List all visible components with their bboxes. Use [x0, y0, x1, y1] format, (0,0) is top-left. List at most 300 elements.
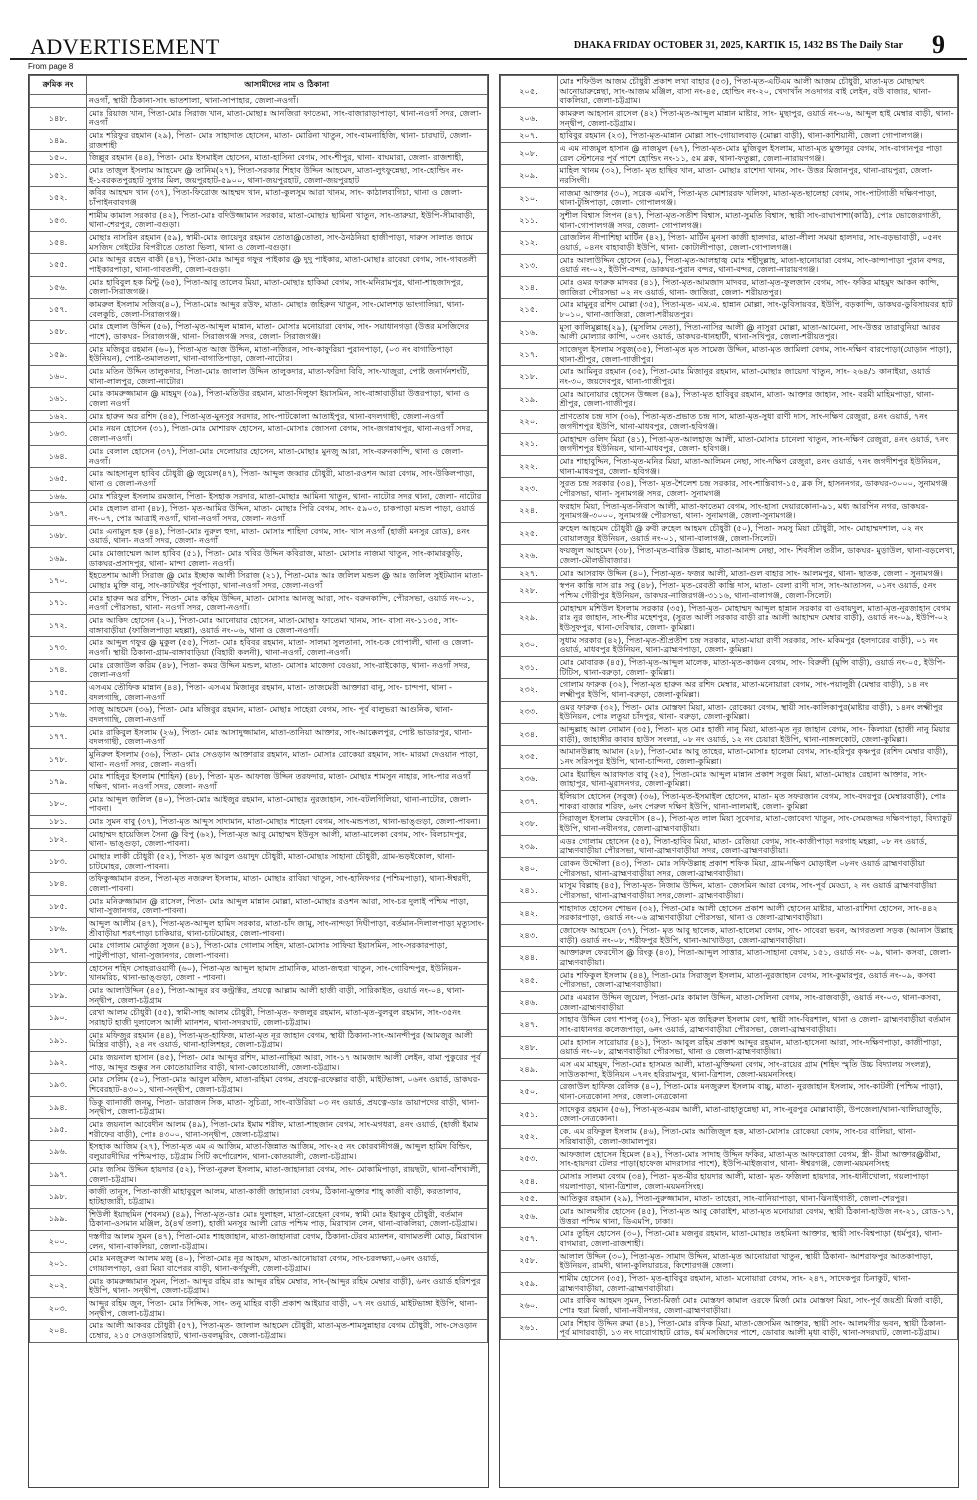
table-row	[500, 1250, 958, 1272]
serial-number: ১৫১.	[30, 165, 87, 187]
accused-name-address: মোঃ জয়নাল হাসান (৪৫), পিতা- মোঃ আব্দুর রশিদ, মাতা-নাছিমা আরা, সাং-১৭ আমজাদ আলী লেইন, বামা পুকুরের পূর্ব পাড়, আব্দুর শুক্কুর সন কোতোয়ালির বাড়ী, থানা-কোতোয়ালী, জেলা-চট্টগ্রাম।	[87, 1052, 488, 1074]
serial-number: ১৮৯.	[30, 985, 87, 1007]
accused-name-address: মোঃ হারুন অর রশিদ (৪৫), পিতা-মৃত-মুনসুর সরদার, সাং-পাটকোলা আতাইপুর, থানা-বদলগাছী, জেলা-নওগাঁ	[87, 410, 488, 423]
table-row	[30, 828, 488, 850]
accused-name-address: মোঃ আহসানুল হাবিব চৌধুরী @ জুয়েল(৪৭), পিতা- আব্দুল জব্বার চৌধুরী, মাতা-রওশন আরা বেগম, সাং-উকিলপাড়া, থানা ও জেলা-নওগাঁ	[87, 468, 488, 490]
serial-number: ১৮০.	[30, 793, 87, 815]
serial-number: ১৫৬.	[30, 276, 87, 298]
table-row	[500, 165, 958, 187]
accused-name-address: রেজাউল হাফিজ রেলিক (৪০), পিতা-মোঃ মনজুরুল ইসলাম বাচ্চু, মাতা- নুরজাহান ইসলাম, সাং-কাটলী (পশ্চিম পাড়া), থানা-নেত্রকোনা সদর, জেলা-নেত্রকোনা	[557, 1081, 958, 1103]
serial-number: ২৩৬.	[500, 768, 557, 790]
table-row	[500, 992, 958, 1014]
serial-number: ২৫৭.	[500, 1228, 557, 1250]
serial-number: ১৪৯.	[30, 130, 87, 152]
table-row	[30, 388, 488, 410]
serial-number: ১৮৬.	[30, 918, 87, 940]
accused-name-address: মোঃ শফিকুল ইসলাম (৪৪), পিতা-মোঃ সিরাজুল ইসলাম, মাতা-নুরজাহান বেগম, সাং-কুমারপুর, ওয়ার্ড নং-০৯, কসবা পৌরসভা, জেলা-ব্রাহ্মণবাড়ীয়া।	[557, 969, 958, 991]
accused-name-address: মোঃ আব্দুল গফুর @ মুকুল (৫৫), পিতা- মোঃ হবিবর রহমান, মাতা- সালমা সুলতানা, সাং-চক গোপালী, থানা ও জেলা- নওগাঁ। স্থায়ী ঠিকানা-গ্রাম-বাঙ্গাবাড়িয়া (বিহারী কলনী), থানা-নওগাঁ, জেলা-নওগাঁ।	[87, 637, 488, 659]
table-row	[500, 567, 958, 580]
table-row	[500, 602, 958, 634]
serial-number: ২৩৫.	[500, 746, 557, 768]
serial-number: ১৫৭.	[30, 299, 87, 321]
accused-name-address: মোঃ শরিফুল ইসলাম রমজান, পিতা- ইসহাক সরদার, মাতা-মোছাঃ আমিনা খাতুন, থানা- নাটোর সদর থানা, জেলা- নাটোর	[87, 490, 488, 503]
table-row	[30, 614, 488, 636]
serial-number: ২৪৬.	[500, 992, 557, 1014]
serial-number: ১৮৭.	[30, 940, 87, 962]
accused-name-address: মোঃ মজিবুর রহমান (৬০), পিতা-মৃত আজ উদ্দিন, মাতা-নজিরন, সাং-কাফুরিয়া পুরানপাড়া, (০৩ নং বাগাতিপাড়া ইউনিয়ন), পোষ্ট-তমালতলা, থানা-বাগাতিপাড়া, জেলা-নাটোর।	[87, 343, 488, 365]
accused-name-address: মোছাঃ নাসরিন রহমান (৫৯), স্বামী-মোঃ জায়েদুর রহমান তোতা@তোতা, সাং-ঠনঠনিয়া হাজীপাড়া, দারুস সালাত জামে মসজিদ গেইটের বিপরীতে তোতা ভিলা, থানা ও জেলা-বগুড়া।	[87, 232, 488, 254]
table-row	[500, 130, 958, 143]
serial-number: ২৫৪.	[500, 1170, 557, 1192]
serial-number: ২৪৯.	[500, 1059, 557, 1081]
serial-number: ২৫৯.	[500, 1272, 557, 1294]
accused-name-address: মোঃ সেলিম (৫০), পিতা-মোঃ আবুল মজিদ, মাতা-রহিমা বেগম, প্রযত্নে-রফেল্লার বাড়ী, মাইটভাঙ্গা, ০৬নং ওয়ার্ড, ডাকঘর-শিবেরহাট-৪৩০১, থানা-সন্দ্বীপ, জেলা-চট্টগ্রাম।	[87, 1074, 488, 1096]
table-row	[500, 388, 958, 410]
serial-number: ২৪৭.	[500, 1014, 557, 1036]
right-column	[499, 74, 960, 1488]
accused-name-address: মোঃ তাজুল ইসলাম আহমেদ @ তানিম(২৭), পিতা-সরকার শিহাব উদ্দিন আহমেদ, মাতা-লুৎফুন্নেছা, সাং-হোল্ডিং নং-ই-১বরকতপুরহাট সুগার মিল, জয়পুরহাট-৫৯০০, থানা-জয়পুরহাট, জেলা-জয়পুরহাট	[87, 165, 488, 187]
accused-name-address: মোঃ হারুন অর রশিদ, পিতা- মোঃ কছিম উদ্দিন, মাতা- মোসাঃ আনজু আরা, সাং- বরুনকান্দি, পৌরসভা, ওয়ার্ড নং-০১, নওগাঁ পৌরসভা, থানা- নওগাঁ সদর, জেলা-নওগাঁ।	[87, 592, 488, 614]
accused-name-address: কে. এম রফিকুল ইসলাম (৪৬), পিতা-মোঃ আজিজুল হক, মাতা-মোসাঃ রোকেয়া বেগম, সাং-চর বালিয়া, থানা- সরিষাবাড়ী, জেলা-জামালপুর।	[557, 1126, 958, 1148]
serial-number: ১৮৮.	[30, 962, 87, 984]
serial-number: ১৭৩.	[30, 637, 87, 659]
accused-name-address: মোঃ আলাউদ্দিন (৪৫), পিতা-আব্দুর রব কন্ট্রাক্টর, প্রযত্নে আল্লাম আলী হাজী বাড়ী, সারিকাইত, ওয়ার্ড নং-০৪, থানা-সন্দ্বীপ, জেলা-চট্টগ্রাম	[87, 985, 488, 1007]
table-row	[500, 143, 958, 165]
table-row	[30, 704, 488, 726]
table-row	[500, 835, 958, 857]
columns	[28, 74, 959, 1488]
table-row	[30, 1141, 488, 1163]
serial-number: ১৯৮.	[30, 1186, 87, 1208]
serial-number: ১৯৩.	[30, 1074, 87, 1096]
table-row	[30, 232, 488, 254]
serial-number: ২৫২.	[500, 1126, 557, 1148]
table-row	[30, 423, 488, 445]
table-row	[500, 210, 958, 232]
accused-name-address: মুনিরুল ইসলাম (৩৬), পিতা- মোঃ সেওড়ান আক্তারার রহমান, মাতা- মোসাঃ রোকেয়া রহমান, সাং- মারমা দেওয়ান পাড়া, থানা- নওগাঁ সদর, জেলা- নওগাঁ।	[87, 748, 488, 770]
serial-number: ১৯০.	[30, 1007, 87, 1029]
serial-number: ২১৪.	[500, 277, 557, 299]
accused-name-address: মোঃ মতিন উদ্দিন তালুকদার, পিতা-মোঃ জালাল উদ্দিন তালুকদার, মাতা-ফরিদা বিবি, সাং-খাজুরা, পোষ্ট জনার্দনশংটি, থানা-লালপুর, জেলা-নাটোর।	[87, 366, 488, 388]
serial-number: ১৭৭.	[30, 726, 87, 748]
accused-name-address: মোঃ হাসান সারোয়ার (৪১), পিতা- আবুল রহিম প্রকাশ আব্দুর রহমান, মাতা-হাসেনা আরা, সাং-দক্ষিণপাড়া, কাজীপাড়া, ওয়ার্ড নং-০৮, ব্রাহ্মণবাড়ীয়া পৌরসভা, থানা ও জেলা-ব্রাহ্মণবাড়ীয়া।	[557, 1036, 958, 1058]
table-row	[30, 918, 488, 940]
serial-number: ১৬২.	[30, 410, 87, 423]
accused-name-address: শামীম হোসেন (৩৫), পিতা- মৃত-হাবিবুর রহমান, মাতা- মনোয়ারা বেগম, সাং- ২৪৭, সাদেকপুর চিনাকুট, থানা- ব্রাহ্মণবাড়ীয়া, জেলা-ব্রাহ্মণবাড়ীয়া।	[557, 1272, 958, 1294]
serial-number: ১৭১.	[30, 592, 87, 614]
serial-number: ২২১.	[500, 433, 557, 455]
serial-number: ২১৩.	[500, 254, 557, 276]
accused-name-address: মোঃ আমিনুর রহমান (৩৫), পিতা-মোঃ মিজানুর রহমান, মাতা-মোছাঃ জায়েদা খাতুন, সাং- ২৬৪/১ কানাইয়া, ওয়ার্ড নং-৩০, জয়দেবপুর, থানা-গাজীপুর।	[557, 366, 958, 388]
accused-name-address: মোছাঃ লাকী চৌধুরী (৫২), পিতা- মৃত আবুল ওয়াদুদ চৌধুরী, মাতা-মোছাঃ সাহানা চৌধুরী, গ্রাম-ভড়ইকোল, থানা-চাটমোহর, জেলা-পাবনা।	[87, 851, 488, 873]
masthead	[10, 0, 967, 60]
table-row	[30, 130, 488, 152]
serial-number: ২০৩.	[30, 1297, 87, 1319]
accused-name-address: মোঃ এমরান উদ্দিন জুয়েল, পিতা-মোঃ কামাল উদ্দিন, মাতা-সেলিনা বেগম, সাং-রাজবাড়ী, ওয়ার্ড নং-০৩, থানা-কসবা, জেলা-ব্রাহ্মণবাড়ীয়া	[557, 992, 958, 1014]
table-row	[500, 108, 958, 130]
table-row	[500, 947, 958, 969]
accused-name-address: মোঃ জয়নাল আবেদীন আলম (৪৯), পিতা-মোঃ ইমাম শরীফ, মাতা-শাহজান বেগম, সাং-মগধরা, ৪নং ওয়ার্ড, (হাজী ইমাম শরীফের বাড়ী), পোঃ ৪৩০০, থানা-সন্দ্বীপ, জেলা-চট্টগ্রাম।	[87, 1119, 488, 1141]
table-row	[30, 525, 488, 547]
serial-number: ১৯৯.	[30, 1208, 87, 1230]
table-row	[500, 366, 958, 388]
accused-name-address: মোঃ সুমন বাবু (৩৭), পিতা-মৃত আব্দুস সাদামান, মাতা-মোছাঃ শাহেনা বেগম, সাং-মন্ডপতা, থানা-ভাঙ্গুড়া, জেলা-পাবনা।	[87, 816, 488, 829]
accused-name-address: মোঃ শাহাবুদ্দিন, পিতা-মৃত-মনির মিয়া, মাতা-আলিমন নেছা, সাং-দক্ষিণ রেজুরা, ৪নং ওয়ার্ড, ৭নং জগদীশপুর ইউনিয়ন, থানা-মাধবপুর, জেলা- হবিগঞ্জ।	[557, 455, 958, 477]
serial-number: ১৭০.	[30, 570, 87, 592]
accused-name-address: মোঃ রাকিব আহমদ সুমন, পিতা-মির্জা মোঃ মোস্তফা কামাল ওরফে মির্জা মোঃ মোস্তফা মিয়া, সাং-পূর্ব জয়শ্রী মির্জা বাড়ী, পোঃ হুরা মির্জা, থানা-নবীনগর, জেলা-ব্রাহ্মণবাড়ীয়া।	[557, 1295, 958, 1317]
table-row	[30, 187, 488, 209]
table-row	[30, 1096, 488, 1118]
table-row	[30, 985, 488, 1007]
serial-number: ১৭৪.	[30, 659, 87, 681]
accused-name-address: মোঃ রেজাউল করিম (৪৮), পিতা- কমর উদ্দিন মন্ডল, মাতা- মোসাঃ মাজেদা বেওয়া, সাং-রাইকোড়, থানা- নওগাঁ সদর, জেলা-নওগাঁ	[87, 659, 488, 681]
continued-from: From page 8	[28, 62, 74, 71]
serial-number: ২০০.	[30, 1230, 87, 1252]
accused-name-address: কবির আহম্মদ খান (৩৭), পিতা-ফিরোজ আহম্মদ খান, মাতা-কুলসুম আরা খানম, সাং- কাঠালবাগিচা, থানা ও জেলা- চাঁপাইনবাবগঞ্জ	[87, 187, 488, 209]
serial-number: ২৩০.	[500, 634, 557, 656]
serial-number: ২১৮.	[500, 366, 557, 388]
accused-name-address: মোঃ আলাউদ্দিন হোসেন (৩৯), পিতা-মৃত-আলহাজ্ব মোঃ শহীদুল্লাহ, মাতা-ছানোয়ারা বেগম, সাং-কান্দাপাড়া পুরান বন্দর, ওয়ার্ড নং-০২, ইউপি-বন্দর, ডাকঘর-পুরান বন্দর, থানা-বন্দর, জেলা-নারায়ণগঞ্জ।	[557, 254, 958, 276]
serial-number: ২৪১.	[500, 880, 557, 902]
serial-number: ১৫৯.	[30, 343, 87, 365]
table-row	[30, 1320, 488, 1342]
accused-name-address: কামরুল আহসান রাসেল (৪২) পিতা-মৃত-আব্দুল মান্নান মাষ্টার, সাং- মুছাপুর, ওয়ার্ড নং-০৬, আব্দুল হাই মেম্বার বাড়ী, থানা-সন্দ্বীপ, জেলা-চট্টগ্রাম।	[557, 108, 958, 130]
serial-number: ১৭৯.	[30, 771, 87, 793]
accused-name-address: মোঃ মোবারক (৪৫), পিতা-মৃত-আব্দুল মালেক, মাতা-মৃত-কাঞ্চন বেগম, সাং- বিরুলী (মুন্সি বাড়ী), ওয়ার্ড নং-০৫, ইউপি-টিটিস, থানা-বরুড়া, জেলা- কুমিল্লা।	[557, 656, 958, 678]
accused-name-address: মোঃ হেলাল উদ্দিন (৫৬), পিতা-মৃত-আব্দুল মান্নান, মাতা- মোসাঃ মনোয়ারা বেগম, সাং- সয়াধানগড়া (উত্তর মসজিদের পাশে), ডাকঘর- সিরাজগঞ্জ, থানা- সিরাজগঞ্জ সদর, জেলা- সিরাজগঞ্জ।	[87, 321, 488, 343]
left-table-body	[30, 95, 488, 1343]
accused-name-address: মোঃ আসরাফ উদ্দিন (৪০), পিতা-মৃত- ফজর আলী, মাতা-গুল বাহার সাং- আলমপুর, থানা- ছাতক, জেলা - সুনামগঞ্জ।	[557, 567, 958, 580]
table-row	[30, 1253, 488, 1275]
right-table-body	[500, 76, 958, 1340]
serial-number: ২৪৪.	[500, 947, 557, 969]
serial-number: ১৬৬.	[30, 490, 87, 503]
accused-name-address: রুহেল আহমেদ চৌধুরী @ রুবী রুহেল আহমদ চৌধুরী (৫০), পিতা- সমসু মিয়া চৌধুরী, সাং- মোহাম্মদশাল, ০২ নং বোয়ালজুর ইউনিয়ন, ওয়ার্ড নং-০১, থানা-বালাগঞ্জ, জেলা-সিলেট।	[557, 522, 958, 544]
serial-number: ২২৬.	[500, 545, 557, 567]
accused-name-address: মোঃ ওমর ফারুক মাদবর (৪১), পিতা-মৃত-আমজাদ মাদবর, মাতা-মৃত-ফুলজান বেগম, সাং- ফকির মাহমুদ আকন কান্দি, জাজিরা পৌরসভা ০২ নং ওয়ার্ড, থানা- জাজিরা, জেলা- শরীয়তপুর।	[557, 277, 958, 299]
table-row	[30, 1052, 488, 1074]
serial-number: ১৬৭.	[30, 503, 87, 525]
accused-name-address: আব্দুর রহিম জুন, পিতা- মোঃ সিদ্দিক, সাং- তনু মাহির বাড়ী প্রকাশ আইয়ার বাড়ী, ০৭ নং ওয়ার্ড, মাইটভাঙ্গা ইউপি, থানা- সন্দ্বীপ, জেলা-চট্টগ্রাম।	[87, 1297, 488, 1319]
serial-number: ২২৮.	[500, 580, 557, 602]
table-row	[30, 152, 488, 165]
accused-name-address: মোঃ এনামুল হক (৪৪), পিতা-মোঃ নুরুল হুদা, মাতা- মোসাঃ শাহিদা বেগম, সাং- খাস নওগাঁ (হাজী মনসুর রোড), ৪নং ওয়ার্ড, থানা- নওগাঁ সদর, জেলা- নওগাঁ	[87, 525, 488, 547]
table-row	[30, 1029, 488, 1051]
accused-name-address: মোঃ মফিজুর রহমান (৪৪), পিতা-মৃত-হাফিজ, মাতা-মৃত নূর জাহান বেগম, স্থায়ী ঠিকানা-সাং-আনন্দীপুর (আমজুর আলী মিস্ত্রির বাড়ী), ২৪ নং ওয়ার্ড, থানা-হালিশহর, জেলা-চট্টগ্রাম।	[87, 1029, 488, 1051]
accused-name-address: ইহতেশাম আলী সিরাজ @ মোঃ ইচ্ছাক আলী সিরাজ (২১), পিতা-মোঃ আঃ জলিল মন্ডল @ আঃ জলিল সুইটম্যান মাতা- মোছাঃ মুক্তি বানু, সাং-কাটখইর পূর্বপাড়া, থানা-নওগাঁ সদর, জেলা-নওগাঁ	[87, 570, 488, 592]
serial-number: ২২৯.	[500, 602, 557, 634]
accused-name-address: মোঃ আব্দুর রহেন বাকী (৪৭), পিতা-মোঃ আব্দুর গফুর পাইকার @ দুদু পাইকার, মাতা-মোছাঃ রাবেয়া বেগম, সাং-গাবতলী পাইকারপাড়া, থানা-গাবতলী, জেলা-বগুড়া।	[87, 254, 488, 276]
accused-name-address: নওগাঁ, স্থায়ী ঠিকানা-সাং ভাতশালা, থানা-সাপাহার, জেলা-নওগাঁ।	[87, 95, 488, 108]
table-header-row	[30, 76, 488, 95]
serial-number: ২০৮.	[500, 143, 557, 165]
table-row	[500, 76, 958, 108]
accused-name-address: শিউলী ইয়াছমিন (শবনম) (৪৯), পিতা-মৃত-ডাঃ মোঃ দুলাহল, মাতা-রেহেনা বেগম, স্বামী মোঃ ইয়াকুব চৌধুরী, বর্তমান ঠিকানা-ওসমান মঞ্জিল, ঠ(৪র্থ তলা), হাজী মনসুর আলী রোড পশ্চিম পাড়, মিরাখান লেন, থানা-বাকলিয়া, জেলা-চট্টগ্রাম।	[87, 1208, 488, 1230]
serial-number: ২২০.	[500, 411, 557, 433]
table-row	[500, 656, 958, 678]
accused-name-address: তফিকুজ্জামান রতন, পিতা-মৃত নজরুল ইসলাম, মাতা- মোছাঃ রাবিয়া খাতুন, সাং-হানিফগর (পশ্চিমপাড়া), থানা-ঈশ্বরদী, জেলা-পাবনা।	[87, 873, 488, 895]
table-row	[500, 1272, 958, 1294]
table-row	[500, 1103, 958, 1125]
table-row	[30, 445, 488, 467]
table-row	[30, 962, 488, 984]
table-row	[500, 580, 958, 602]
serial-number: ২০৭.	[500, 130, 557, 143]
accused-name-address: ডিকু ব্যানার্জী জনমু, পিতা- ডারাজন সিক, মাতা- সুচিত্রা, সাং-বাউরিয়া ০৩ নং ওয়ার্ড, প্রযত্নে-ডাঃ ডায়াপদের বাড়ী, থানা-সন্দ্বীপ, জেলা-চট্টগ্রাম।	[87, 1096, 488, 1118]
table-row	[30, 816, 488, 829]
accused-name-address: ইসহাক আজিম (২৭), পিতা-মৃত এম এ আজিম, মাতা-জিন্নাত আজিম, সাং-২৫ নং কোরবানীগঞ্জ, আব্দুল হামিদ বিল্ডিং, বলুয়ারদীঘির পশ্চিমপাড়, চট্টগ্রাম সিটি কর্পোরেশন, থানা-কোতয়ালী, জেলা-চট্টগ্রাম।	[87, 1141, 488, 1163]
accused-name-address: মোঃ আব্দুল জলিল (৪০), পিতা-মোঃ আইজুর রহমান, মাতা-মোছাঃ নুরজাহান, সাং-বটলগিলিয়া, থানা-নাটোর, জেলা- পাবনা।	[87, 793, 488, 815]
serial-number: ২৫৬.	[500, 1205, 557, 1227]
accused-name-address: মোঃ ইয়াছিন আরাফাত বাবু (২৫), পিতা-মোঃ আব্দুল মান্নান প্রকাশ সবুজ মিয়া, মাতা-মোছাঃ রেহানা আক্তার, সাং-জাহাপুর, থানা-মুরাদনগর, জেলা-কুমিল্লা।	[557, 768, 958, 790]
table-row	[500, 299, 958, 321]
table-row	[500, 813, 958, 835]
table-row	[30, 726, 488, 748]
table-row	[500, 858, 958, 880]
table-row	[500, 1295, 958, 1317]
table-row	[30, 254, 488, 276]
serial-number: ২৫৩.	[500, 1148, 557, 1170]
accused-name-address: হাবিবুর রহমান (২৩), পিতা-মৃত-মান্নান মোল্লা সাং-গোয়ালবাড় (মোল্লা বাড়ী), থানা-কাশিয়ানী, জেলা গোপালগঞ্জ।	[557, 130, 958, 143]
serial-number: ১৮৪.	[30, 873, 87, 895]
serial-number: ২৪৮.	[500, 1036, 557, 1058]
accused-name-address: মোঃ মোজাম্মেল আল হাবিব (৫১), পিতা- মোঃ খবির উদ্দিন কবিরাজ, মাতা- মোসাঃ নাজমা খাতুন, সাং-কামারকুড়ি, ডাকঘর-প্রসাদপুর, থানা- মান্দা জেলা- নওগাঁ।	[87, 547, 488, 569]
serial-number: ২২৪.	[500, 500, 557, 522]
accused-name-address: সাহাব উদ্দিন বেগ শাপলু (৩২), পিতা- মৃত জহিরুল ইসলাম বেগ, স্থায়ী সাং-বিরশাল, থানা ও জেলা- ব্রাহ্মণবাড়ীয়া বর্তমান সাং-রাধানগর কলেজপাড়া, ৬নং ওয়ার্ড, ব্রাহ্মণবাড়ীয়া পৌরসভা, জেলা-ব্রাহ্মণবাড়ীয়া।	[557, 1014, 958, 1036]
serial-number: ১৭২.	[30, 614, 87, 636]
accused-name-address: মোঃ আলমগীর হোসেন (৪৫), পিতা-মৃত আবু কোরাইশ, মাতা-মৃত মনোয়ারা বেগম, স্থায়ী ঠিকানা-হাউজ নং-২১, রোড-১৭, উত্তরা পশ্চিম থানা, ডিএমপি, ঢাকা।	[557, 1205, 958, 1227]
serial-number: ২০৬.	[500, 108, 557, 130]
serial-number: ১৫৪.	[30, 232, 87, 254]
left-column	[28, 74, 489, 1488]
table-row	[500, 925, 958, 947]
table-row	[30, 1119, 488, 1141]
serial-number: ১৮১.	[30, 816, 87, 829]
accused-name-address: মোহাম্মদ হায়েজিল সৈনা @ বিপু (৬২), পিতা-মৃত আবু মোহাম্মদ ইউনুস আলী, মাতা-মালেকা বেগম, সাং- বিলচাদপুর, থানা- ভাঙ্গুড়া, জেলা-পাবনা।	[87, 828, 488, 850]
accused-name-address: হোসেন শহিদ সোহরাওয়ার্দী (৬০), পিতা-মৃত আব্দুল ছামাদ প্রামানিক, মাতা-জহুরা খাতুন, সাং-গোবিন্দপুর, ইউনিয়ন-খানমরিচ, থানা-ভাঙ্গুড়া, জেলা - পাবনা।	[87, 962, 488, 984]
serial-number: ২৫৮.	[500, 1250, 557, 1272]
serial-header: ক্রমিক নং	[30, 76, 87, 95]
section-title: ADVERTISEMENT	[30, 34, 220, 59]
accused-name-address: সুশীল বিশ্বাস লিপন (৪৭), পিতা-মৃত-সতীশ বিশ্বাস, মাতা-সুমতি বিশ্বাস, স্থায়ী সাং-রাঘাপাশা(কাঠি), পোঃ ভোজেরগাতী, থানা-গোপালগঞ্জ সদর, জেলা- গোপালগঞ্জ।	[557, 210, 958, 232]
serial-number: ২৪২.	[500, 902, 557, 924]
accused-name-address: রোকন উদ্দৌলা (৪৩), পিতা- মোঃ সফিউল্লাহ প্রকাশ শফিক মিয়া, গ্রাম-দক্ষিণ মোড়াইল ০৮নং ওয়ার্ড ব্রাহ্মণবাড়ীয়া পৌরসভা, থানা-ব্রাহ্মণবাড়ীয়া সদর, জেলা-ব্রাহ্মণবাড়ীয়া।	[557, 858, 958, 880]
accused-name-address: মুসা কালিমুল্লাহ(২৯), (মুসলিম নেতা), পিতা-নাসির আলী @ নাসুরা মোল্লা, মাতা-আমেনা, সাং-উত্তর তারাবুনিয়া আরব আলী মোল্যার কান্দি, ০৩নং ওয়ার্ড, ডাকঘর-ধানহাটী, থানা-সখিপুর, জেলা-শরীয়তপুর।	[557, 321, 958, 343]
accused-name-address: প্রাণতোষ চন্দ্র দাস (৩৬), পিতা-মৃত-প্রভাত চন্দ্র দাস, মাতা-মৃত-সুধা রাণী দাস, সাং-দক্ষিণ রেজুরা, ৪নং ওয়ার্ড, ৭নং জগদীশপুর ইউপি, থানা-মাধবপুর, জেলা-হবিগঞ্জ।	[557, 411, 958, 433]
accused-name-address: শাহাদাত হোসেন শোভন (৩২), পিতা-মোঃ আলী হোসেন প্রকাশ আলী হোসেন মাষ্টার, মাতা-রাশিদা হোসেন, সাং-৪৪২ সরকারপাড়া, ওয়ার্ড নং-০৬ ব্রাহ্মণবাড়ীয়া পৌরসভা, থানা ও জেলা-ব্রাহ্মণবাড়ীয়া।	[557, 902, 958, 924]
accused-name-address: এস এম মাহমুদ, পিতা-মোঃ হাসমত আলী, মাতা-মুক্তিমনা বেগম, সাং-রায়ের গ্রাম (শহিদ স্মৃতি উচ্চ বিদ্যালয় সংলগ্ন), সাউতকান্দা, ইউনিয়ন ০৭নং হরিরামপুর, থানা-ত্রিশাল, জেলা-ময়মনসিংহ।	[557, 1059, 958, 1081]
serial-number: ২৩১.	[500, 656, 557, 678]
right-table	[500, 75, 959, 1340]
serial-number: ১৫৩.	[30, 209, 87, 231]
table-row	[30, 209, 488, 231]
table-row	[30, 343, 488, 365]
serial-number: ২১৭.	[500, 344, 557, 366]
table-row	[30, 366, 488, 388]
table-row	[30, 637, 488, 659]
accused-name-address: গোলাম ফারুক (৩২), পিতা-মৃত হারুন অর রশিদ মেম্বার, মাতা-মনোয়ারা বেগম, সাং-পয়ালুরী (মেম্বার বাড়ী), ১৪ নং লক্ষ্মীপুর ইউপি, থানা-বরুড়া, জেলা-কুমিল্লা।	[557, 679, 958, 701]
accused-name-address: মোঃ আকিদ হোসেন (২০), পিতা-মোঃ আনোয়ার হোসেন, মাতা-মোছাঃ ফাতেমা খানম, সাং- বাসা নং-১১৩৫, সাং-বাঙ্গাবাড়ীয়া (ফাজিলপাড়া মহল্লা), ওয়ার্ড নং-০৬, থানা ও জেলা-নওগাঁ।	[87, 614, 488, 636]
accused-name-address: আমানউল্লাহ আমান (২৮), পিতা-মোঃ আবু তাহের, মাতা-মোসাঃ হালেমা বেগম, সাং-হরিপুর কৃষ্ণপুর (রশিদ মেম্বার বাড়ী), ১নং সরিসপুর ইউপি, থানা-চান্দিনা, জেলা-কুমিল্লা।	[557, 746, 958, 768]
table-row	[30, 1007, 488, 1029]
accused-name-address: মোঃ তুহিন হোসেন (৩০), পিতা-মোঃ মজনুর রহমান, মাতা-মোছাঃ তহমিনা আক্তার, স্থায়ী সাং-বিশ্বপাড়া (ধর্মপুর), থানা-বাগমারা, জেলা-রাজশাহী।	[557, 1228, 958, 1250]
table-row	[500, 277, 958, 299]
accused-name-address: সাজেদুল ইসলাম সবুজ(৩৫), পিতা-মৃত মৃত সামেজ উদ্দিন, মাতা-মৃত জামিলা বেগম, সাং-দক্ষিণ বারপোড়া(যোড়ান পাড়া), থানা-শ্রীপুর, জেলা-গাজীপুর।	[557, 344, 958, 366]
accused-name-address: মোহাম্মদ মশিউল ইসলাম সরকার (৩৫), পিতা-মৃত- মোহাম্মদ আব্দুল হান্নান সরকার বা ওবায়দুল, মাতা-মৃত-নুরজাহান বেগম রাঃ নুর জাহান, সাং-শীর মহেশপুর, (সুরত আলী সরকার বাড়ী রাঃ আলী আহাম্মদ মেম্বার বাড়ী), ওয়ার্ড নং-০৯, ইউপি-০২ ইউসুফপুর, থানা-দেবিদ্বার, জেলা- কুমিল্লা।	[557, 602, 958, 634]
table-row	[30, 1163, 488, 1185]
table-row	[500, 433, 958, 455]
accused-name-address: মোঃ নয়ন হোসেন (৩১), পিতা-মোঃ মোশারফ হোসেন, মাতা-মোসাঃ জোসনা বেগম, সাং-জগন্নাথপুর, থানা-নওগাঁ সদর, জেলা-নওগাঁ।	[87, 423, 488, 445]
accused-name-address: সুরত চন্দ্র সরকার (৩৪), পিতা- মৃত-শৈলেশ চন্দ্র সরকার, সাং-শান্তিবাগ-১৫, ব্লক সি, হাসননগর, ডাকঘর-৩০০০, সুনামগঞ্জ পৌরসভা, থানা- সুনামগঞ্জ সদর, জেলা- সুনামগঞ্জ	[557, 478, 958, 500]
table-row	[500, 1193, 958, 1206]
table-row	[500, 232, 958, 254]
serial-number: ১৮৫.	[30, 895, 87, 917]
table-row	[30, 1230, 488, 1252]
serial-number: ১৭৫.	[30, 681, 87, 703]
table-row	[500, 500, 958, 522]
accused-name-address: নাজমা আক্তার (৩০), সরেক এমপি, পিতা-মৃত মোশাররফ খলিফা, মাতা-মৃত-ছালেহা বেগম, সাং-পাটগাতী দক্ষিণপাড়া, থানা-টুঙ্গিপাড়া, জেলা- গোপালগঞ্জ।	[557, 187, 958, 209]
serial-number: ২৬০.	[500, 1295, 557, 1317]
serial-number: ২৪৫.	[500, 969, 557, 991]
table-row	[30, 1186, 488, 1208]
serial-number: ১৮৩.	[30, 851, 87, 873]
accused-name-address: মোঃ হাবিবুল হক মিন্টু (৬৫), পিতা-আবু তালেব মিয়া, মাতা-মোছাঃ হাকিমা বেগম, সাং-মনিরামপুর, থানা-শাহজাদপুর, জেলা-সিরাজগঞ্জ।	[87, 276, 488, 298]
serial-number: ২১০.	[500, 187, 557, 209]
table-row	[30, 547, 488, 569]
serial-number: ২১৫.	[500, 299, 557, 321]
accused-name-address: শামীম কামাল সরকার (৪২), পিতা-মোঃ বদিউজ্জামান সরকার, মাতা-মোছাঃ ছামিনা খাতুন, সাং-তারুয়া, ইউপি-সীমাবাড়ী, থানা-শেরপুর, জেলা-বগুড়া।	[87, 209, 488, 231]
accused-name-address: মোঃ শাহিনুর ইসলাম (শাহিন) (৪৮), পিতা- মৃত- আফাজ উদ্দিন তরফদার, মাতা- মোছাঃ শামসুন নাহার, সাং-পার নওগাঁ দক্ষিণ, থানা- নওগাঁ সদর, জেলা- নওগাঁ	[87, 771, 488, 793]
serial-number: ২১২.	[500, 232, 557, 254]
serial-number: ১৪৮.	[30, 107, 87, 129]
table-row	[500, 455, 958, 477]
table-row	[500, 344, 958, 366]
accused-name-address: সুধাম সরকার (৪২), পিতা-মৃত-শ্রীপ্রতীশ চন্দ্র সরকার, মাতা-মায়া রাণী সরকার, সাং- মকিমপুর (হলদারের বাড়ী), ০১ নং ওয়ার্ড, মাধবপুর ইউনিয়ন, থানা-ব্রাহ্মণপাড়া, জেলা- কুমিল্লা।	[557, 634, 958, 656]
serial-number: ১৯২.	[30, 1052, 87, 1074]
accused-name-address: মোঃ রিয়াজ খান, পিতা-মোঃ সিরাজ খান, মাতা-মোছাঃ আনজিরা ফাতেমা, সাং-বাজারাড়াপাড়া, থানা-নওগাঁ সদর, জেলা-নওগাঁ	[87, 107, 488, 129]
serial-number: ১৫৫.	[30, 254, 87, 276]
table-row	[30, 490, 488, 503]
table-row	[500, 701, 958, 723]
table-row	[500, 1205, 958, 1227]
serial-number: ২০৫.	[500, 76, 557, 108]
table-row	[500, 679, 958, 701]
accused-name-address: স্বপন কান্তি দাস রাঃ সবু (৪৮), পিতা- মৃত-রেবতী কান্তি দাস, মাতা- বেলা রাণী দাস, সাং-আতাসন, ০১নং ওয়ার্ড, ৫নং পশ্চিম গৌরীপুর ইউনিয়ন, ডাকঘর-নাজিরগঞ্জ-৩১১৬, থানা-বালাগঞ্জ, জেলা-সিলেট।	[557, 580, 958, 602]
serial-number: ১৬০.	[30, 366, 87, 388]
table-row	[30, 299, 488, 321]
accused-name-address: মোঃ জসিম উদ্দিন হায়দার (৫২), পিতা-নুরুল ইসলাম, মাতা-জাহানারা বেগম, সাং- মোকামিপাড়া, রায়ছটা, থানা-বাঁশখালী, জেলা-চট্টগ্রাম।	[87, 1163, 488, 1185]
accused-name-address: এডঃ গোলাম হোসেন (৫৫), পিতা-হাবিব মিয়া, মাতা- রেজিয়া বেগম, সাং-কাজীপাড়া দরগাহ মহল্লা, ০৮ নং ওয়ার্ড, ব্রাহ্মণবাড়ীয়া পৌরসভা, থানা-ব্রাহ্মণবাড়ীয়া সদর, জেলা-ব্রাহ্মণবাড়ীয়া।	[557, 835, 958, 857]
table-row	[30, 468, 488, 490]
accused-name-address: জোসেফ আহমেদ (৩৭), পিতা- মৃত আবু ছালেক, মাতা-হালেমা বেগম, সাং- সাবেরা ভবন, আগরতলা সড়ক (আনাস উল্লাহ বাড়ী) ওয়ার্ড নং-০৮, শরীফপুর ইউপি, থানা-আখাউড়া, জেলা-ব্রাহ্মণবাড়ীয়া।	[557, 925, 958, 947]
serial-number: ১৯১.	[30, 1029, 87, 1051]
accused-name-address: মোঃ গোলাম মোর্তুজা সুজন (৪১), পিতা-মোঃ গোলাম সহিদ, মাতা-মোসাঃ সাফিয়া ইয়াসমিন, সাং-সরকারপাড়া, পাটুলীপাড়া, থানা-সুজানগর, জেলা-পাবনা।	[87, 940, 488, 962]
serial-number: ২৩৮.	[500, 813, 557, 835]
serial-number: ১৬৮.	[30, 525, 87, 547]
accused-name-address: মোঃ মনিরুজ্জামান @ রাসেল, পিতা- মোঃ আব্দুল মান্নান মোল্লা, মাতা-মোছাঃ রওশন আরা, সাং-চর দুলাই পশ্চিম পাড়া, থানা-সুজানগর, জেলা-পাবনা।	[87, 895, 488, 917]
serial-number: ২১৯.	[500, 388, 557, 410]
serial-number: ১৯৭.	[30, 1163, 87, 1185]
table-row	[30, 276, 488, 298]
table-row	[500, 1014, 958, 1036]
serial-number: ১৬৫.	[30, 468, 87, 490]
serial-number: ২২৭.	[500, 567, 557, 580]
serial-number: ২১৬.	[500, 321, 557, 343]
table-row	[30, 165, 488, 187]
page-number: 9	[932, 30, 945, 59]
accused-name-address: আব্দুল আলীম (৪৭), পিতা-মৃত-আব্দুল হামিদ সরকার, মাতা-চাঁদ জামু, সাং-নান্দড়া দিঘীপাড়া, বর্তমান-দিলালপাড়া মৃত্যুসাং-শ্রীবাড়ীয়া শরৎপাড়া চাকিয়ার, থানা-চাটমোহর, জেলা-পাবনা।	[87, 918, 488, 940]
accused-name-address: এসএম তৌফিক মান্নান (৪৪), পিতা- এসএম মিজানুর রহমান, মাতা- তাজমেরী আক্তারা বানু, সাং- চান্দপা, থানা - বদলগাছি, জেলা-নওগাঁ	[87, 681, 488, 703]
table-row	[500, 723, 958, 745]
serial-number: ১৫০.	[30, 152, 87, 165]
table-row	[500, 1228, 958, 1250]
accused-name-address: সিরাজুল ইসলাম ফেরদৌস (৪০), পিতা-মৃত লাল মিয়া সুবেদার, মাতা-জোবেদা খাতুন, সাং-সেমজদ্দর দক্ষিণপাড়া, বিদ্যাকুট ইউপি, থানা-নবীনগর, জেলা-ব্রাহ্মণবাড়ীয়া।	[557, 813, 958, 835]
table-row	[30, 1275, 488, 1297]
table-row	[500, 902, 958, 924]
serial-number: ১৯৪.	[30, 1096, 87, 1118]
accused-name-address: রোজলিন নীপাশিহা মার্টিন (৪২), পিতা- মার্টিন মুনসা কাজী হালদার, মাতা-লীলা সমঝা হালদার, সাং-বড়ভাবাড়ী, ০৫নং ওয়ার্ড, ০৪নং বাহাবাড়ী ইউপি, থানা- কোটালীপাড়া, জেলা-গোপালগঞ্জ।	[557, 232, 958, 254]
table-row	[500, 1059, 958, 1081]
table-row	[500, 187, 958, 209]
table-row	[30, 592, 488, 614]
table-row	[500, 254, 958, 276]
serial-number: ২৫০.	[500, 1081, 557, 1103]
table-row	[30, 410, 488, 423]
table-row	[30, 873, 488, 895]
serial-number: ২৩২.	[500, 679, 557, 701]
accused-name-address: মোঃ শরিফুর রহমান (২৯), পিতা- মোঃ সাহাদাত হোসেন, মাতা- মোরিনা খাতুন, সাং-বামনাহিজি, থানা- চারঘাট, জেলা-রাজশাহী	[87, 130, 488, 152]
table-row	[500, 1036, 958, 1058]
serial-number: ১৬৩.	[30, 423, 87, 445]
table-row	[30, 321, 488, 343]
table-row	[30, 851, 488, 873]
serial-number	[30, 95, 87, 108]
serial-number: ১৬৪.	[30, 445, 87, 467]
accused-name-address: সাজু আহমেদ (৩৬), পিতা- মোঃ মজিবুর রহমান, মাতা- মোছাঃ সাহেরা বেগম, সাং- পূর্ব বালুভরা আগুনিক, থানা-বদলগাছি, জেলা-নওগাঁ	[87, 704, 488, 726]
table-row	[30, 771, 488, 793]
accused-name-address: আব্দুল্লাহ আল নোমান (৩৫), পিতা- মৃত মোঃ হাজী নানু মিয়া, মাতা-মৃত নূর জাহান বেগম, সাং- কিলায়া (হাজী নানু মিয়ার বাড়ী), জাহাঙ্গীর কাবাব হাউস সংলগ্ন, ০৮ নং ওয়ার্ড, ১২ নং চেয়ারা ইউপি, থানা-নাঙ্গলকোট, জেলা-কুমিল্লা।	[557, 723, 958, 745]
serial-number: ১৫২.	[30, 187, 87, 209]
name-address-header: আসামীদের নাম ও ঠিকানা	[87, 76, 488, 95]
table-row	[30, 95, 488, 108]
table-row	[500, 1148, 958, 1170]
serial-number: ২৩৯.	[500, 835, 557, 857]
table-row	[30, 793, 488, 815]
serial-number: ১৬১.	[30, 388, 87, 410]
accused-name-address: আতিকুর রহমান (২৯), পিতা-নুরুজ্জামান, মাতা- তাহেরা, সাং-বানিয়াপাড়া, থানা-ঝিনাইগাতী, জেলা-শেরপুর।	[557, 1193, 958, 1206]
table-row	[500, 791, 958, 813]
accused-name-address: মোঃ মনজুরুল আলম মজু (৪০), পিতা-মোঃ নূর আহমদ, মাতা-আনোয়ারা বেগম, সাং-চরলক্ষ্যা,০৬নং ওয়ার্ড, গোয়ালপাড়া, ওরা মিয়া বাপেরর বাড়ী, থানা-কর্ণফুলী, জেলা-চট্টগ্রাম।	[87, 1253, 488, 1275]
table-row	[500, 746, 958, 768]
serial-number: ১৮২.	[30, 828, 87, 850]
serial-number: ২২৫.	[500, 522, 557, 544]
accused-name-address: মোঃ কামরুজ্জামান @ মাহমুদ (৩৯), পিতা-মতিউর রহমান, মাতা-দিলুফা ইয়াসমিন, সাং-বাঙ্গাবাড়ীয়া উত্তরপাড়া, থানা ও জেলা নওগাঁ	[87, 388, 488, 410]
serial-number: ২২২.	[500, 455, 557, 477]
serial-number: ২২৩.	[500, 478, 557, 500]
serial-number: ২৪০.	[500, 858, 557, 880]
accused-name-address: ওমর ফারুক (৩২), পিতা- মোঃ মোস্তফা মিয়া, মাতা- রোকেয়া বেগম, স্থায়ী সাং-কালিকাপুর(মাষ্টার বাড়ী), ১৪নং লক্ষ্মীপুর ইউনিয়ন, পোঃ লতুয়া চাঁদপুর, থানা- বরুড়া, জেলা-কুমিল্লা।	[557, 701, 958, 723]
serial-number: ১৯৬.	[30, 1141, 87, 1163]
table-row	[500, 522, 958, 544]
accused-name-address: মোঃ আনোয়ার হোসেন উজ্জল (৪৯), পিতা-মৃত হাবিবুর রহমান, মাতা- আক্তার জাহান, সাং- বরমী মাহিমপাড়া, থানা-শ্রীপুর, জেলা-গাজীপুর।	[557, 388, 958, 410]
accused-name-address: রেখা আলম চৌধুরী (৫৫), স্বামী-সাহ আলম চৌধুরী, পিতা-মৃত- ফজলুর রহমান, মাতা-মৃত-বুলবুল রহমান, সাং-৩৫নং সরাহাট হাজী দুলালেস আলী ম্যানশন, থানা-সদরঘাট, জেলা-চট্টগ্রাম।	[87, 1007, 488, 1029]
accused-name-address: আলাল উদ্দিন (৩০), পিতা-মৃত- সামাদ উদ্দিন, মাতা-মৃত আনোয়ারা খাতুন, স্থায়ী ঠিকানা- আশরাফপুর আতকাপাড়া, ইউনিয়ন, রামদী, থানা-কুলিয়ারচর, কিশোরগঞ্জ জেলা।	[557, 1250, 958, 1272]
serial-number: ২০২.	[30, 1275, 87, 1297]
accused-name-address: মাসুম বিল্লাহ (৪৫), পিতা-মৃত- নিজাম উদ্দিন, মাতা- জেসমিন আরা বেগম, সাং-পূর্ব মেড্ডা, ২ নং ওয়ার্ড ব্রাহ্মণবাড়ীয়া পৌরসভা, থানা-ব্রাহ্মণবাড়ীয়া সদর,জেলা- ব্রাহ্মণবাড়ীয়া।	[557, 880, 958, 902]
accused-name-address: সাদেকুর রহমান (৫৬), পিতা-মৃত-মরম আলী, মাতা-রাহাতুন্নেছা মা, সাং-নুরপুর মোল্লাবাড়ী, উপজেলা/থানা-খালিয়াজুড়ি, জেলা-নেত্রকোনা।	[557, 1103, 958, 1125]
accused-name-address: কাজী তানুস, পিতা-কাজী মাহাবুবুল আলম, মাতা-কাজী জাহানারা বেগম, ঠিকানা-মুক্তার শাহ্‌ কাজী বাড়ী, করতালাব, হাটহাজারী, চট্টগ্রাম।	[87, 1186, 488, 1208]
table-row	[500, 321, 958, 343]
